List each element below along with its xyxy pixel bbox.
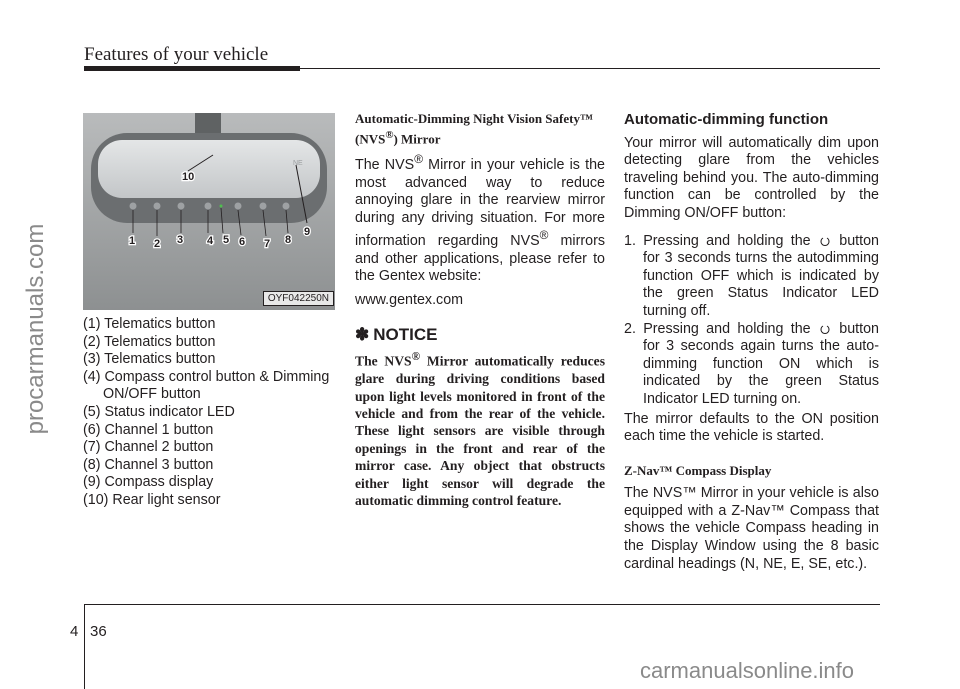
mirror-mount	[195, 113, 221, 135]
header-rule	[84, 68, 880, 69]
znav-heading: Z-Nav™ Compass Display	[624, 462, 772, 478]
callout-10: 10	[182, 171, 195, 183]
nvs-heading-text-end: ) Mirror	[393, 131, 441, 147]
notice-label: NOTICE	[373, 324, 438, 344]
autodim-intro: Your mirror will automatically dim upon detecting glare from the vehicles traveling behind you. The auto-dimming function can be controlled by the Dimming ON/OFF button:	[624, 134, 879, 221]
footer-divider	[84, 604, 85, 689]
callout-3: 3	[177, 234, 184, 246]
notice-title	[355, 326, 605, 344]
callout-1: 1	[129, 235, 136, 247]
figure-code: OYF042250N	[263, 291, 334, 306]
mirror-illustration	[83, 113, 335, 310]
callout-5: 5	[223, 234, 230, 246]
list-item: (4) Compass control button & Dimming ON/OFF button	[83, 368, 330, 403]
header-title: Features of your vehicle	[84, 44, 269, 65]
notice-text: The NVS	[355, 353, 412, 369]
nvs-section	[355, 111, 605, 509]
list-item: (10) Rear light sensor	[83, 491, 221, 508]
power-arc-icon	[818, 236, 832, 246]
nvs-text: The NVS	[355, 157, 415, 174]
list-item: (3) Telematics button	[83, 351, 216, 368]
step-text: button for 3 seconds again turns the auto-dimming function ON which is indicated by the green Status Indicator LED turning on.	[643, 320, 879, 407]
registered-mark: ®	[385, 129, 394, 141]
section-number: 4	[70, 623, 79, 640]
mirror-figure	[83, 113, 335, 310]
autodim-heading: Automatic-dimming function	[624, 111, 829, 128]
autodim-step-2	[624, 321, 879, 409]
callout-6: 6	[239, 236, 246, 248]
list-item: (7) Channel 2 button	[83, 439, 214, 456]
autodim-step-1	[624, 233, 879, 321]
registered-mark: ®	[411, 351, 421, 364]
footer-rule	[84, 604, 880, 605]
notice-body	[355, 349, 605, 509]
autodim-outro: The mirror defaults to the ON position each time the vehicle is started.	[624, 410, 879, 445]
list-item: (1) Telematics button	[83, 316, 216, 332]
nvs-paragraph	[355, 151, 605, 286]
list-item: (2) Telematics button	[83, 333, 216, 350]
notice-text: Mirror automatically reduces glare during driving conditions based upon light levels monitored in front of the vehicle and from the rear of the vehicle. These light sensors are visible through openings in the front and rear of the mirror case. Any object that obstructs either light sensor will degrade the automatic dimming control feature.	[355, 353, 605, 508]
autodim-steps	[624, 233, 879, 409]
asterisk-icon: ✽	[355, 324, 370, 344]
nvs-text: mirrors and other applications, please refer to the Gentex website:	[355, 233, 605, 285]
nvs-text: Mirror in your vehicle is the most advanced way to reduce annoying glare in the rearview mirror during any driving situation. For more information regarding NVS	[355, 157, 606, 250]
step-text: 1. Pressing and holding the	[624, 232, 818, 249]
callout-8: 8	[285, 234, 292, 246]
parts-list	[83, 316, 343, 510]
list-item: (9) Compass display	[83, 474, 214, 491]
power-arc-icon	[818, 324, 832, 334]
callout-9: 9	[304, 226, 311, 238]
mirror-glass	[98, 140, 320, 198]
list-item: (5) Status indicator LED	[83, 403, 235, 420]
list-item: (8) Channel 3 button	[83, 456, 214, 473]
compass-display: NE	[293, 160, 303, 167]
step-text: button for 3 seconds turns the autodimming function OFF which is indicated by the green Status Indicator LED turning off.	[643, 232, 879, 319]
step-text: 2. Pressing and holding the	[624, 320, 818, 337]
page-number: 36	[90, 623, 107, 640]
nvs-heading-text: Automatic-Dimming Night Vision Safety™ (NVS	[355, 111, 593, 147]
gentex-url: www.gentex.com	[355, 292, 464, 309]
callout-2: 2	[154, 238, 161, 250]
registered-mark: ®	[414, 152, 423, 167]
registered-mark: ®	[539, 228, 549, 243]
nvs-heading	[355, 111, 605, 147]
callout-7: 7	[264, 238, 271, 250]
autodim-section	[624, 111, 879, 573]
list-item: (6) Channel 1 button	[83, 421, 214, 438]
bottom-watermark: carmanualsonline.info	[640, 658, 855, 683]
callout-4: 4	[207, 235, 214, 247]
znav-body: The NVS™ Mirror in your vehicle is also equipped with a Z-Nav™ Compass that shows the vehicle Compass heading in the Display Window using the 8 basic cardinal headings (N, NE, E, SE, etc.).	[624, 485, 879, 572]
side-watermark: procarmanuals.com	[22, 223, 49, 435]
